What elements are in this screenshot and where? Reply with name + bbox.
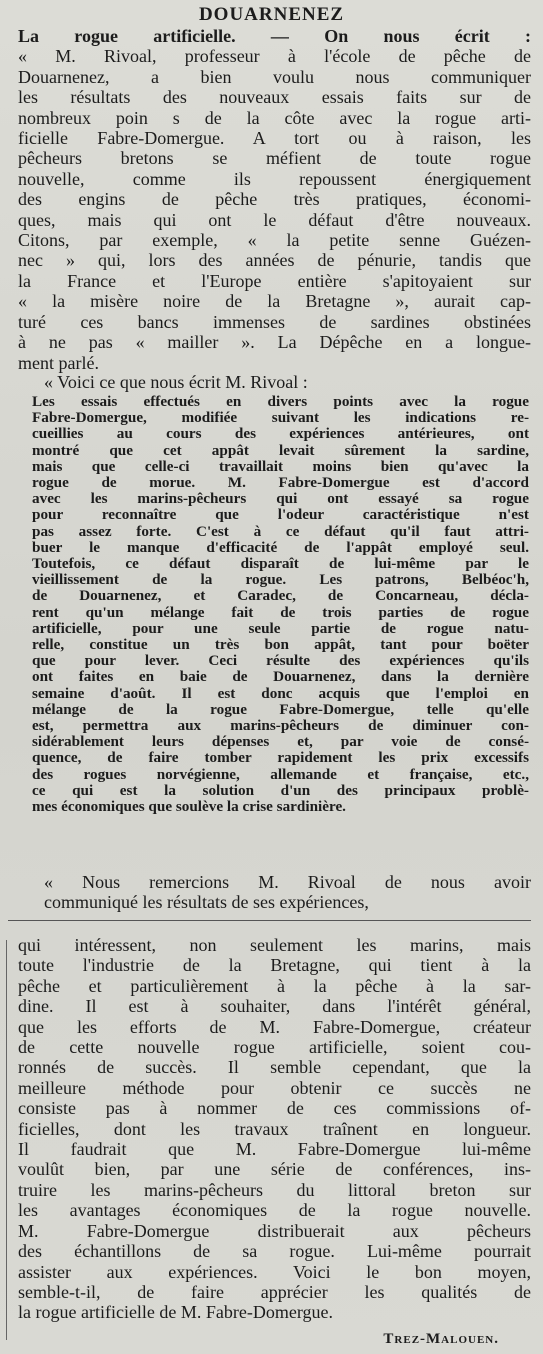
quote-line: buer le manque d'efficacité de l'appât employé seul. bbox=[32, 539, 529, 556]
closing-line: semble-t-il, de faire apprécier les qualités de bbox=[18, 1281, 531, 1302]
closing-line: des échantillons de sa rogue. Lui-même pourrait bbox=[18, 1241, 531, 1262]
signature: Trez-Malouen. bbox=[383, 1331, 499, 1347]
quote-line: des rogues norvégienne, allemande et française, etc., bbox=[32, 766, 529, 783]
quote-line: Fabre-Domergue, modifiée suivant les indications re- bbox=[32, 410, 529, 427]
column-divider bbox=[8, 920, 531, 921]
quote-intro: « Voici ce que nous écrit M. Rivoal : bbox=[44, 372, 308, 392]
quote-line: sidérablement leurs dépenses et, par voie de consé- bbox=[32, 734, 529, 751]
intro-line: des engins de pêche très pratiques, économi- bbox=[18, 189, 531, 210]
article-heading: DOUARNENEZ bbox=[198, 4, 345, 25]
closing-line: M. Fabre-Domergue distribuerait aux pêcheurs bbox=[18, 1220, 531, 1241]
quote-line: est, permettra aux marins-pêcheurs de diminuer con- bbox=[32, 718, 529, 735]
quote-line: de Douarnenez, et Caradec, de Concarneau, décla- bbox=[32, 588, 529, 605]
quote-line: ont faites en baie de Douarnenez, dans la dernière bbox=[32, 669, 529, 686]
quote-line: mais que celle-ci travaillait moins bien qu'avec la bbox=[32, 458, 529, 475]
intro-line: ment parlé. bbox=[18, 352, 99, 373]
quote-line: relle, constitue un très bon appât, tant pour boëter bbox=[32, 637, 529, 654]
quote-line: que pour lever. Ceci résulte des expériences qu'ils bbox=[32, 653, 529, 670]
quote-line: semaine d'août. Il est donc acquis que l'emploi en bbox=[32, 685, 529, 702]
quote-line: quence, de faire tomber rapidement les prix excessifs bbox=[32, 750, 529, 767]
closing-line: ficielles, dont les travaux traînent en longueur. bbox=[18, 1118, 531, 1139]
intro-line: les résultats des nouveaux essais faits sur de bbox=[18, 87, 531, 108]
intro-line: ques, mais qui ont le défaut d'être nouveaux. bbox=[18, 209, 531, 230]
intro-line: nec » qui, lors des années de pénurie, tandis que bbox=[18, 250, 531, 271]
intro-line: « la misère noire de la Bretagne », aurait cap- bbox=[18, 291, 531, 312]
quote-line: pour reconnaître que l'odeur caractéristique n'est bbox=[32, 507, 529, 524]
quote-line: artificielle, pour une seule partie de rogue natu- bbox=[32, 620, 529, 637]
closing-line: Il faudrait que M. Fabre-Domergue lui-même bbox=[18, 1139, 531, 1160]
closing-line: de cette nouvelle rogue artificielle, soient cou- bbox=[18, 1037, 531, 1058]
closing-paragraph-top bbox=[44, 872, 531, 913]
closing-line: truire les marins-pêcheurs du littoral breton sur bbox=[18, 1179, 531, 1200]
closing-line: qui intéressent, non seulement les marins, mais bbox=[18, 935, 531, 955]
quote-line: cueillies au cours des expériences antérieures, ont bbox=[32, 426, 529, 443]
closing-line: les avantages économiques de la rogue nouvelle. bbox=[18, 1200, 531, 1221]
intro-line: Douarnenez, a bien voulu nous communiquer bbox=[18, 66, 531, 87]
closing-line: la rogue artificielle de M. Fabre-Domergue. bbox=[18, 1302, 334, 1323]
quote-line: vieillissement de la rogue. Les patrons, Belbéoc'h, bbox=[32, 572, 529, 589]
column-rule bbox=[6, 940, 7, 1340]
quote-paragraph bbox=[32, 394, 529, 815]
quote-line: montré que cet appât levait sûrement la sardine, bbox=[32, 442, 529, 459]
closing-line: consiste pas à nommer de ces commissions of- bbox=[18, 1098, 531, 1119]
intro-line: « M. Rivoal, professeur à l'école de pêche de bbox=[18, 46, 531, 67]
quote-line: avec les marins-pêcheurs qui ont essayé sa rogue bbox=[32, 491, 529, 508]
closing-line: meilleure méthode pour obtenir ce succès ne bbox=[18, 1077, 531, 1098]
quote-line: pas assez forte. C'est à ce défaut qu'il faut attri- bbox=[32, 523, 529, 540]
closing-line: pêche et particulièrement à la pêche à la sar- bbox=[18, 975, 531, 996]
quote-line: rogue de morue. M. Fabre-Domergue est d'accord bbox=[32, 475, 529, 492]
quote-line: Toutefois, ce défaut disparaît de lui-même par le bbox=[32, 556, 529, 573]
closing-line: voulût bien, par une série de conférences, ins- bbox=[18, 1159, 531, 1180]
intro-line: à ne pas « mailler ». La Dépêche en a longue- bbox=[18, 332, 531, 353]
closing-line: « Nous remercions M. Rivoal de nous avoir bbox=[44, 872, 531, 892]
intro-line: nombreux poin s de la côte avec la rogue arti- bbox=[18, 107, 531, 128]
intro-line: nouvelle, comme ils repoussent énergiquement bbox=[18, 168, 531, 189]
intro-line: turé ces bancs immenses de sardines obstinées bbox=[18, 311, 531, 332]
quote-line: mes économiques que soulève la crise sardinière. bbox=[32, 799, 346, 816]
closing-line: toute l'industrie de la Bretagne, qui tient à la bbox=[18, 955, 531, 976]
closing-line: communiqué les résultats de ses expériences, bbox=[44, 892, 369, 913]
intro-line: pêcheurs bretons se méfient de toute rogue bbox=[18, 148, 531, 169]
intro-line: Citons, par exemple, « la petite senne Guézen- bbox=[18, 230, 531, 251]
closing-line: dine. Il est à souhaiter, dans l'intérêt général, bbox=[18, 996, 531, 1017]
intro-paragraph bbox=[18, 26, 531, 373]
quote-line: ce qui est la solution d'un des principaux problè- bbox=[32, 782, 529, 799]
intro-line: La rogue artificielle. — On nous écrit : bbox=[18, 26, 531, 46]
intro-line: ficielle Fabre-Domergue. A tort ou à raison, les bbox=[18, 128, 531, 149]
intro-line: la France et l'Europe entière s'apitoyaient sur bbox=[18, 270, 531, 291]
quote-line: mélange de la rogue Fabre-Domergue, telle qu'elle bbox=[32, 701, 529, 718]
quote-line: rent qu'un mélange fait de trois parties de rogue bbox=[32, 604, 529, 621]
closing-line: ronnés de succès. Il semble cependant, que la bbox=[18, 1057, 531, 1078]
closing-line: assister aux expériences. Voici le bon moyen, bbox=[18, 1261, 531, 1282]
quote-line: Les essais effectués en divers points avec la rogue bbox=[32, 394, 529, 410]
closing-line: que les efforts de M. Fabre-Domergue, créateur bbox=[18, 1016, 531, 1037]
closing-paragraph-bottom bbox=[18, 935, 531, 1323]
